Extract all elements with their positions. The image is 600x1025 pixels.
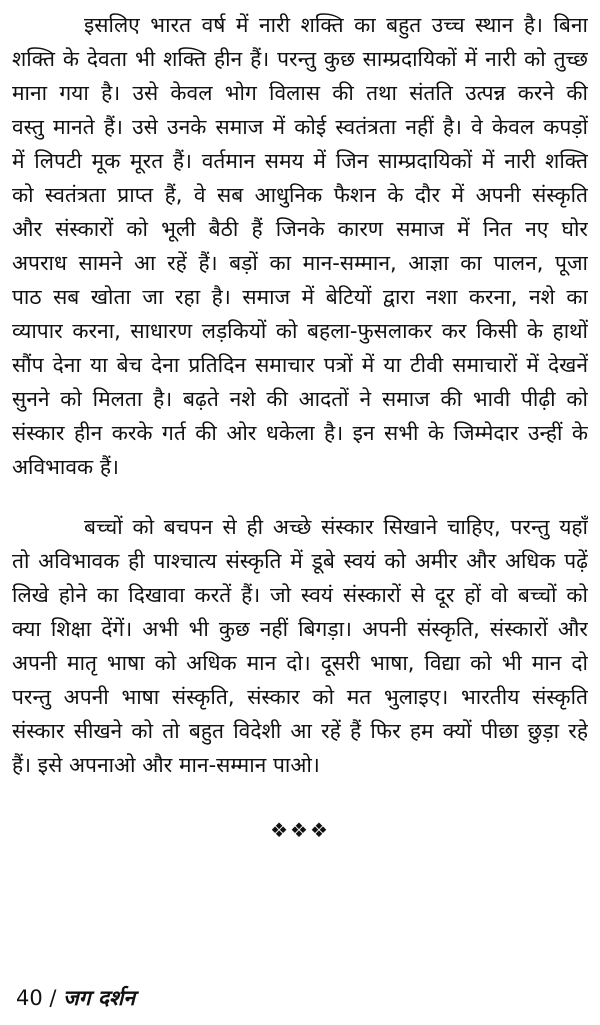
section-ornament: ❖❖❖ [270,818,330,842]
page-number: 40 / [16,986,57,1010]
text-line: अविभावक हैं। [12,455,119,479]
paragraph-1 [12,8,588,484]
text-line: व्यापार करना, साधारण लड़कियों को बहला-फुसलाकर कर किसी के हाथों [12,319,588,343]
text-line: क्या शिक्षा देंगें। अभी भी कुछ नहीं बिगड़ा। अपनी संस्कृति, संस्कारों और [12,617,588,641]
text-line: माना गया है। उसे केवल भोग विलास की तथा संतति उत्पन्न करने की [12,81,588,105]
text-line: में लिपटी मूक मूरत हैं। वर्तमान समय में जिन साम्प्रदायिकों में नारी शक्ति [12,149,588,173]
text-line: बच्चों को बचपन से ही अच्छे संस्कार सिखाने चाहिए, परन्तु यहाँ [84,515,588,539]
text-line: संस्कार हीन करके गर्त की ओर धकेला है। इन सभी के जिम्मेदार उन्हीं के [12,421,588,445]
book-title: जग दर्शन [63,986,135,1010]
text-line: वस्तु मानते हैं। उसे उनके समाज में कोई स्वतंत्रता नहीं है। वे केवल कपड़ों [12,115,588,139]
paragraph-2 [12,510,588,782]
text-line: और संस्कारों को भूली बैठी हैं जिनके कारण समाज में नित नए घोर [12,217,588,241]
text-line: को स्वतंत्रता प्राप्त हैं, वे सब आधुनिक फैशन के दौर में अपनी संस्कृति [12,183,588,207]
text-line: लिखे होने का दिखावा करतें हैं। जो स्वयं संस्कारों से दूर हों वो बच्चों को [12,583,588,607]
text-line: अपनी मातृ भाषा को अधिक मान दो। दूसरी भाषा, विद्या को भी मान दो [12,651,588,675]
text-line: तो अविभावक ही पाश्चात्य संस्कृति में डूबे स्वयं को अमीर और अधिक पढ़ें [12,549,588,573]
text-line: सुनने को मिलता है। बढ़ते नशे की आदतों ने समाज की भावी पीढ़ी को [12,387,588,411]
text-line: संस्कार सीखने को तो बहुत विदेशी आ रहें हैं फिर हम क्यों पीछा छुड़ा रहे [12,719,588,743]
text-line: सौंप देना या बेच देना प्रतिदिन समाचार पत्रों में या टीवी समाचारों में देखनें [12,353,588,377]
page-footer [16,984,135,1012]
text-line: हैं। इसे अपनाओ और मान-सम्मान पाओ। [12,753,320,777]
text-line: पाठ सब खोता जा रहा है। समाज में बेटियों द्वारा नशा करना, नशे का [12,285,588,309]
text-line: अपराध सामने आ रहें हैं। बड़ों का मान-सम्मान, आज्ञा का पालन, पूजा [12,251,588,275]
text-line: शक्ति के देवता भी शक्ति हीन हैं। परन्तु कुछ साम्प्रदायिकों में नारी को तुच्छ [12,47,588,71]
text-line: परन्तु अपनी भाषा संस्कृति, संस्कार को मत भुलाइए। भारतीय संस्कृति [12,685,588,709]
text-line: इसलिए भारत वर्ष में नारी शक्ति का बहुत उच्च स्थान है। बिना [84,13,588,37]
